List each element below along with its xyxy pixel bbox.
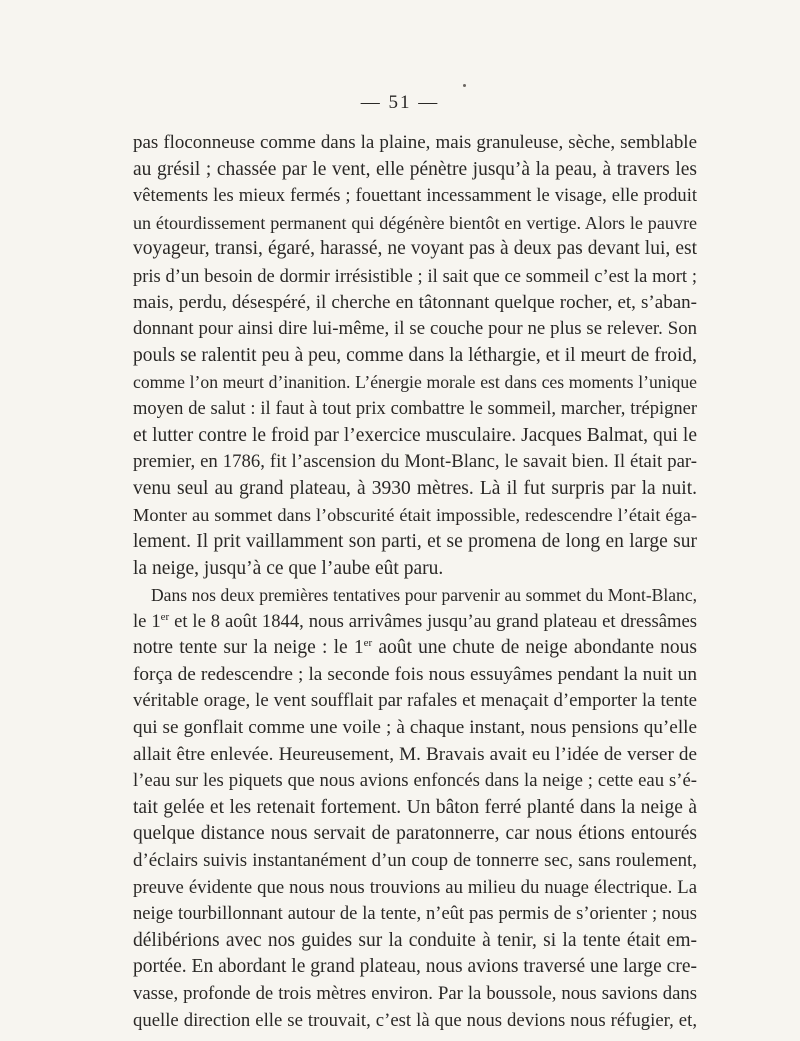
text-line: venu seul au grand plateau, à 3930 mètres. Là il fut surpris par la nuit. xyxy=(133,477,697,499)
text-line: tait gelée et les retenait fortement. Un bâton ferré planté dans la neige à xyxy=(133,796,697,818)
text-line: allait être enlevée. Heureusement, M. Bravais avait eu l’idée de verser de xyxy=(133,743,697,765)
text-line: d’éclairs suivis instantanément d’un coup de tonnerre sec, sans roulement, xyxy=(133,850,697,872)
text-line: mais, perdu, désespéré, il cherche en tâtonnant quelque rocher, et, s’aban- xyxy=(133,291,697,313)
text-line: quelque distance nous servait de paratonnerre, car nous étions entourés xyxy=(133,823,697,845)
text-line: quelle direction elle se trouvait, c’est là que nous devions nous réfugier, et, xyxy=(133,1009,697,1031)
text-line: portée. En abordant le grand plateau, nous avions traversé une large cre- xyxy=(133,956,697,978)
text-line: pas floconneuse comme dans la plaine, mais granuleuse, sèche, semblable xyxy=(133,132,697,153)
text-segment: notre tente sur la neige : le 1 xyxy=(133,637,364,659)
text-line: moyen de salut : il faut à tout prix combattre le sommeil, marcher, trépigner xyxy=(133,398,697,419)
ordinal-superscript: er xyxy=(363,637,373,650)
text-line: au grésil ; chassée par le vent, elle pénètre jusqu’à la peau, à travers les xyxy=(133,158,697,180)
text-line: donnant pour ainsi dire lui-même, il se couche pour ne plus se relever. Son xyxy=(133,318,697,340)
text-line: pouls se ralentit peu à peu, comme dans la léthargie, et il meurt de froid, xyxy=(133,344,697,366)
text-line: preuve évidente que nous nous trouvions au milieu du nuage électrique. La xyxy=(133,876,697,898)
text-line: pris d’un besoin de dormir irrésistible ; il sait que ce sommeil c’est la mort ; xyxy=(133,265,697,286)
text-line: vasse, profonde de trois mètres environ. Par la boussole, nous savions dans xyxy=(133,983,697,1004)
text-line: comme l’on meurt d’inanition. L’énergie morale est dans ces moments l’unique xyxy=(133,372,697,393)
text-line: vêtements les mieux fermés ; fouettant incessamment le visage, elle produit xyxy=(133,185,697,207)
text-line: véritable orage, le vent soufflait par rafales et menaçait d’emporter la tente xyxy=(133,690,697,712)
text-segment: août une chute de neige abondante nous xyxy=(372,637,697,659)
ink-speck xyxy=(463,84,466,87)
text-line xyxy=(133,635,697,662)
text-line: délibérions avec nos guides sur la conduite à tenir, si la tente était em- xyxy=(133,929,697,951)
text-line: neige tourbillonnant autour de la tente, n’eût pas permis de s’orienter ; nous xyxy=(133,904,697,925)
text-line: força de redescendre ; la seconde fois nous essuyâmes pendant la nuit un xyxy=(133,663,697,685)
text-line: lement. Il prit vaillamment son parti, et se promena de long en large sur xyxy=(133,530,697,552)
body-text xyxy=(133,130,697,1034)
text-line: Dans nos deux premières tentatives pour parvenir au sommet du Mont-Blanc, xyxy=(151,585,697,606)
text-line xyxy=(133,609,697,636)
text-line: Monter au sommet dans l’obscurité était impossible, redescendre l’était éga- xyxy=(133,505,697,526)
ordinal-superscript: er xyxy=(160,610,170,623)
text-line: et lutter contre le froid par l’exercice musculaire. Jacques Balmat, qui le xyxy=(133,424,697,446)
text-line: premier, en 1786, fit l’ascension du Mont-Blanc, le savait bien. Il était par- xyxy=(133,451,697,473)
text-segment: et le 8 août 1844, nous arrivâmes jusqu’au grand plateau et dressâmes xyxy=(169,610,697,632)
text-line: voyageur, transi, égaré, harassé, ne voyant pas à deux pas devant lui, est xyxy=(133,238,697,260)
text-line: qui se gonflait comme une voile ; à chaque instant, nous pensions qu’elle xyxy=(133,717,697,739)
text-line: l’eau sur les piquets que nous avions enfoncés dans la neige ; cette eau s’é- xyxy=(133,770,697,792)
text-line: la neige, jusqu’à ce que l’aube eût paru. xyxy=(133,557,444,579)
text-line: un étourdissement permanent qui dégénère bientôt en vertige. Alors le pauvre xyxy=(133,212,697,233)
text-segment: le 1 xyxy=(133,610,161,632)
page-number: — 51 — xyxy=(360,92,440,113)
